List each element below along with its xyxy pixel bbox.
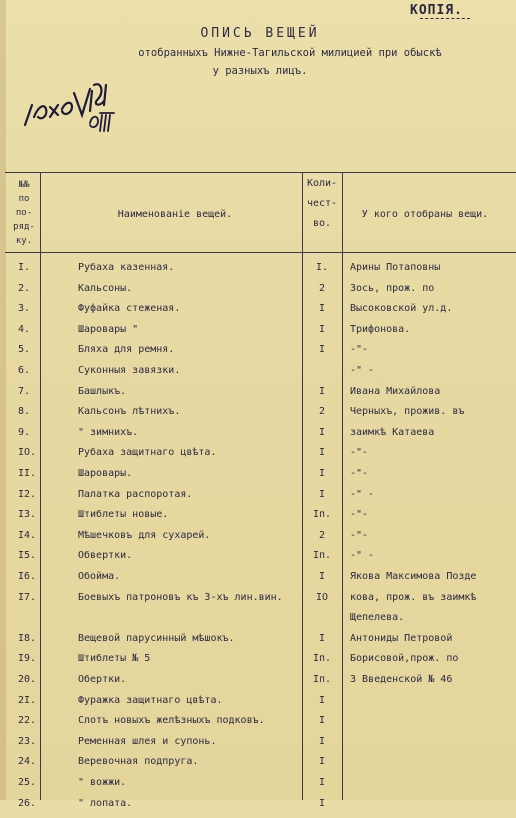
item-quantity: Iп. [312,653,332,665]
item-name: Кальсонъ лѣтнихъ. [78,406,181,418]
row-number: 23. [18,735,37,747]
header-line: №№ [18,180,30,190]
table-row [0,303,516,323]
table-row [0,798,516,818]
item-quantity: I [318,797,326,809]
header-number [6,178,42,248]
item-owner: Зось, прож. по [350,282,435,294]
item-quantity: 2 [318,282,326,294]
item-name: Слотъ новыхъ желѣзныхъ подковъ. [78,715,265,727]
item-name: Вещевой парусинный мѣшокъ. [78,632,235,644]
item-owner: -"- [350,468,369,479]
row-number: II. [18,468,37,479]
item-name: Штиблеты новые. [78,509,169,521]
header-quantity [303,174,341,234]
item-owner: -" - [350,550,375,562]
table-row [0,592,516,612]
row-number: 8. [18,406,31,418]
item-quantity: I [318,756,326,768]
item-quantity: I [318,468,326,479]
item-owner: заимкѣ Катаева [350,426,435,438]
table-row [0,612,516,632]
row-number: 3. [18,303,31,315]
item-owner: З Введенской № 46 [350,674,453,685]
item-name: Палатка распоротая. [78,488,193,500]
row-number: I8. [18,632,37,644]
table-row [0,262,516,282]
item-owner: Трифонова. [350,323,411,335]
table-row [0,344,516,364]
handwritten-archive-note [20,45,130,135]
item-quantity: I [318,385,326,397]
item-name: Башлыкъ. [78,385,127,397]
table-row [0,715,516,735]
item-name: Фуражка защитнаго цвѣта. [78,694,223,706]
row-number: 2. [18,282,31,294]
item-name: " зимнихъ. [78,426,139,438]
item-owner: кова, прож. въ заимкѣ [350,591,477,603]
table-row [0,571,516,591]
row-number: I3. [18,509,37,521]
item-name: Суконныя завязки. [78,365,181,376]
row-number: 5. [18,344,31,356]
item-owner: Борисовой,прож. по [350,653,459,665]
item-quantity: IO [315,591,329,603]
row-number: 22. [18,715,37,727]
row-number: IO. [18,447,37,459]
item-quantity: I [318,777,326,788]
item-name: Шаровары. [78,468,133,479]
item-quantity: I [318,694,326,706]
stamp-underline [420,18,470,19]
header-line: во. [312,218,332,229]
row-number: 24. [18,756,37,768]
table-row [0,386,516,406]
table-row [0,777,516,797]
table-row [0,736,516,756]
item-quantity: 2 [318,406,326,418]
item-name: Обвертки. [78,550,133,562]
table-row [0,427,516,447]
row-number: 2I. [18,694,37,706]
item-quantity: 2 [318,529,326,541]
item-name: Фуфайка стеженая. [78,303,181,315]
item-name: Рубаха казенная. [78,262,175,273]
item-quantity: I [318,632,326,644]
item-name: Штиблеты № 5 [78,653,151,665]
row-number: I5. [18,550,37,562]
item-quantity: I [318,426,326,438]
table-row [0,653,516,673]
item-owner: -"- [350,529,369,541]
row-number: 4. [18,323,31,335]
item-quantity: I [318,344,326,356]
item-name: Ременная шлея и супонь. [78,735,217,747]
table-row [0,550,516,570]
header-line: чест- [306,198,338,209]
row-number: 9. [18,426,31,438]
row-number: 25. [18,777,37,788]
item-owner: Высоковской ул.д. [350,303,453,315]
item-name: Веревочная подпруга. [78,756,199,768]
item-owner: -" - [350,365,375,376]
row-number: 20. [18,674,37,685]
table-row [0,406,516,426]
document-title: ОПИСЬ ВЕЩЕЙ [200,26,320,41]
table-row [0,447,516,467]
item-name: Мѣшечковъ для сухарей. [78,529,211,541]
row-number: 7. [18,385,31,397]
row-number: I4. [18,529,37,541]
item-name: Рубаха защитнаго цвѣта. [78,447,217,459]
item-owner: Антониды Петровой [350,632,453,644]
table-row [0,324,516,344]
table-row [0,283,516,303]
item-owner: -" - [350,488,375,500]
item-quantity: Iп. [312,509,332,521]
item-quantity: Iп. [312,674,332,685]
copy-stamp: КОПIЯ. [410,3,463,18]
header-name: Наименованiе вещей. [117,209,233,220]
item-name: Кальсоны. [78,282,133,294]
item-quantity: Iп. [312,550,332,562]
item-name: " лопата. [78,797,133,809]
header-line: ку. [15,236,33,246]
document-subtitle-line1: отобранныхъ Нижне-Тагильской милицией при обыскѣ [138,47,442,59]
row-number: 26. [18,797,37,809]
row-number: 6. [18,365,31,376]
item-name: " вожжи. [78,777,127,788]
table-header-border [5,252,516,253]
item-quantity: I [318,303,326,315]
header-line: по [18,194,30,204]
header-line: по- [15,208,33,218]
item-name: Бляха для ремня. [78,344,175,356]
table-row [0,756,516,776]
header-owner: У кого отобраны вещи. [361,209,489,220]
table-row [0,695,516,715]
table-top-border [5,172,516,173]
row-number: I7. [18,591,37,603]
item-quantity: I [318,488,326,500]
table-row [0,530,516,550]
item-owner: -"- [350,509,369,521]
item-quantity: I. [315,262,329,273]
header-line: Коли- [306,178,338,189]
item-name: Шаровары " [78,323,139,335]
table-row [0,365,516,385]
item-owner: Якова Максимова Позде [350,571,477,582]
table-row [0,468,516,488]
header-line: ряд- [13,222,35,232]
item-name: Обертки. [78,674,127,685]
row-number: I2. [18,488,37,500]
item-quantity: I [318,571,326,582]
item-owner: Арины Потаповны [350,262,441,273]
item-quantity: I [318,735,326,747]
item-owner: Щепелева. [350,612,405,624]
document-subtitle-line2: у разныхъ лицъ. [212,65,308,77]
row-number: I. [18,262,31,273]
item-name: Боевыхъ патроновъ къ 3-хъ лин.вин. [78,591,283,603]
table-row [0,489,516,509]
item-name: Обойма. [78,571,121,582]
item-owner: Черныхъ, прожив. въ [350,406,465,418]
item-owner: -"- [350,344,369,356]
table-row [0,509,516,529]
item-quantity: I [318,447,326,459]
row-number: I9. [18,653,37,665]
item-owner: Ивана Михайлова [350,385,441,397]
item-owner: -"- [350,447,369,459]
table-row [0,633,516,653]
row-number: I6. [18,571,37,582]
item-quantity: I [318,323,326,335]
table-row [0,674,516,694]
item-quantity: I [318,715,326,727]
